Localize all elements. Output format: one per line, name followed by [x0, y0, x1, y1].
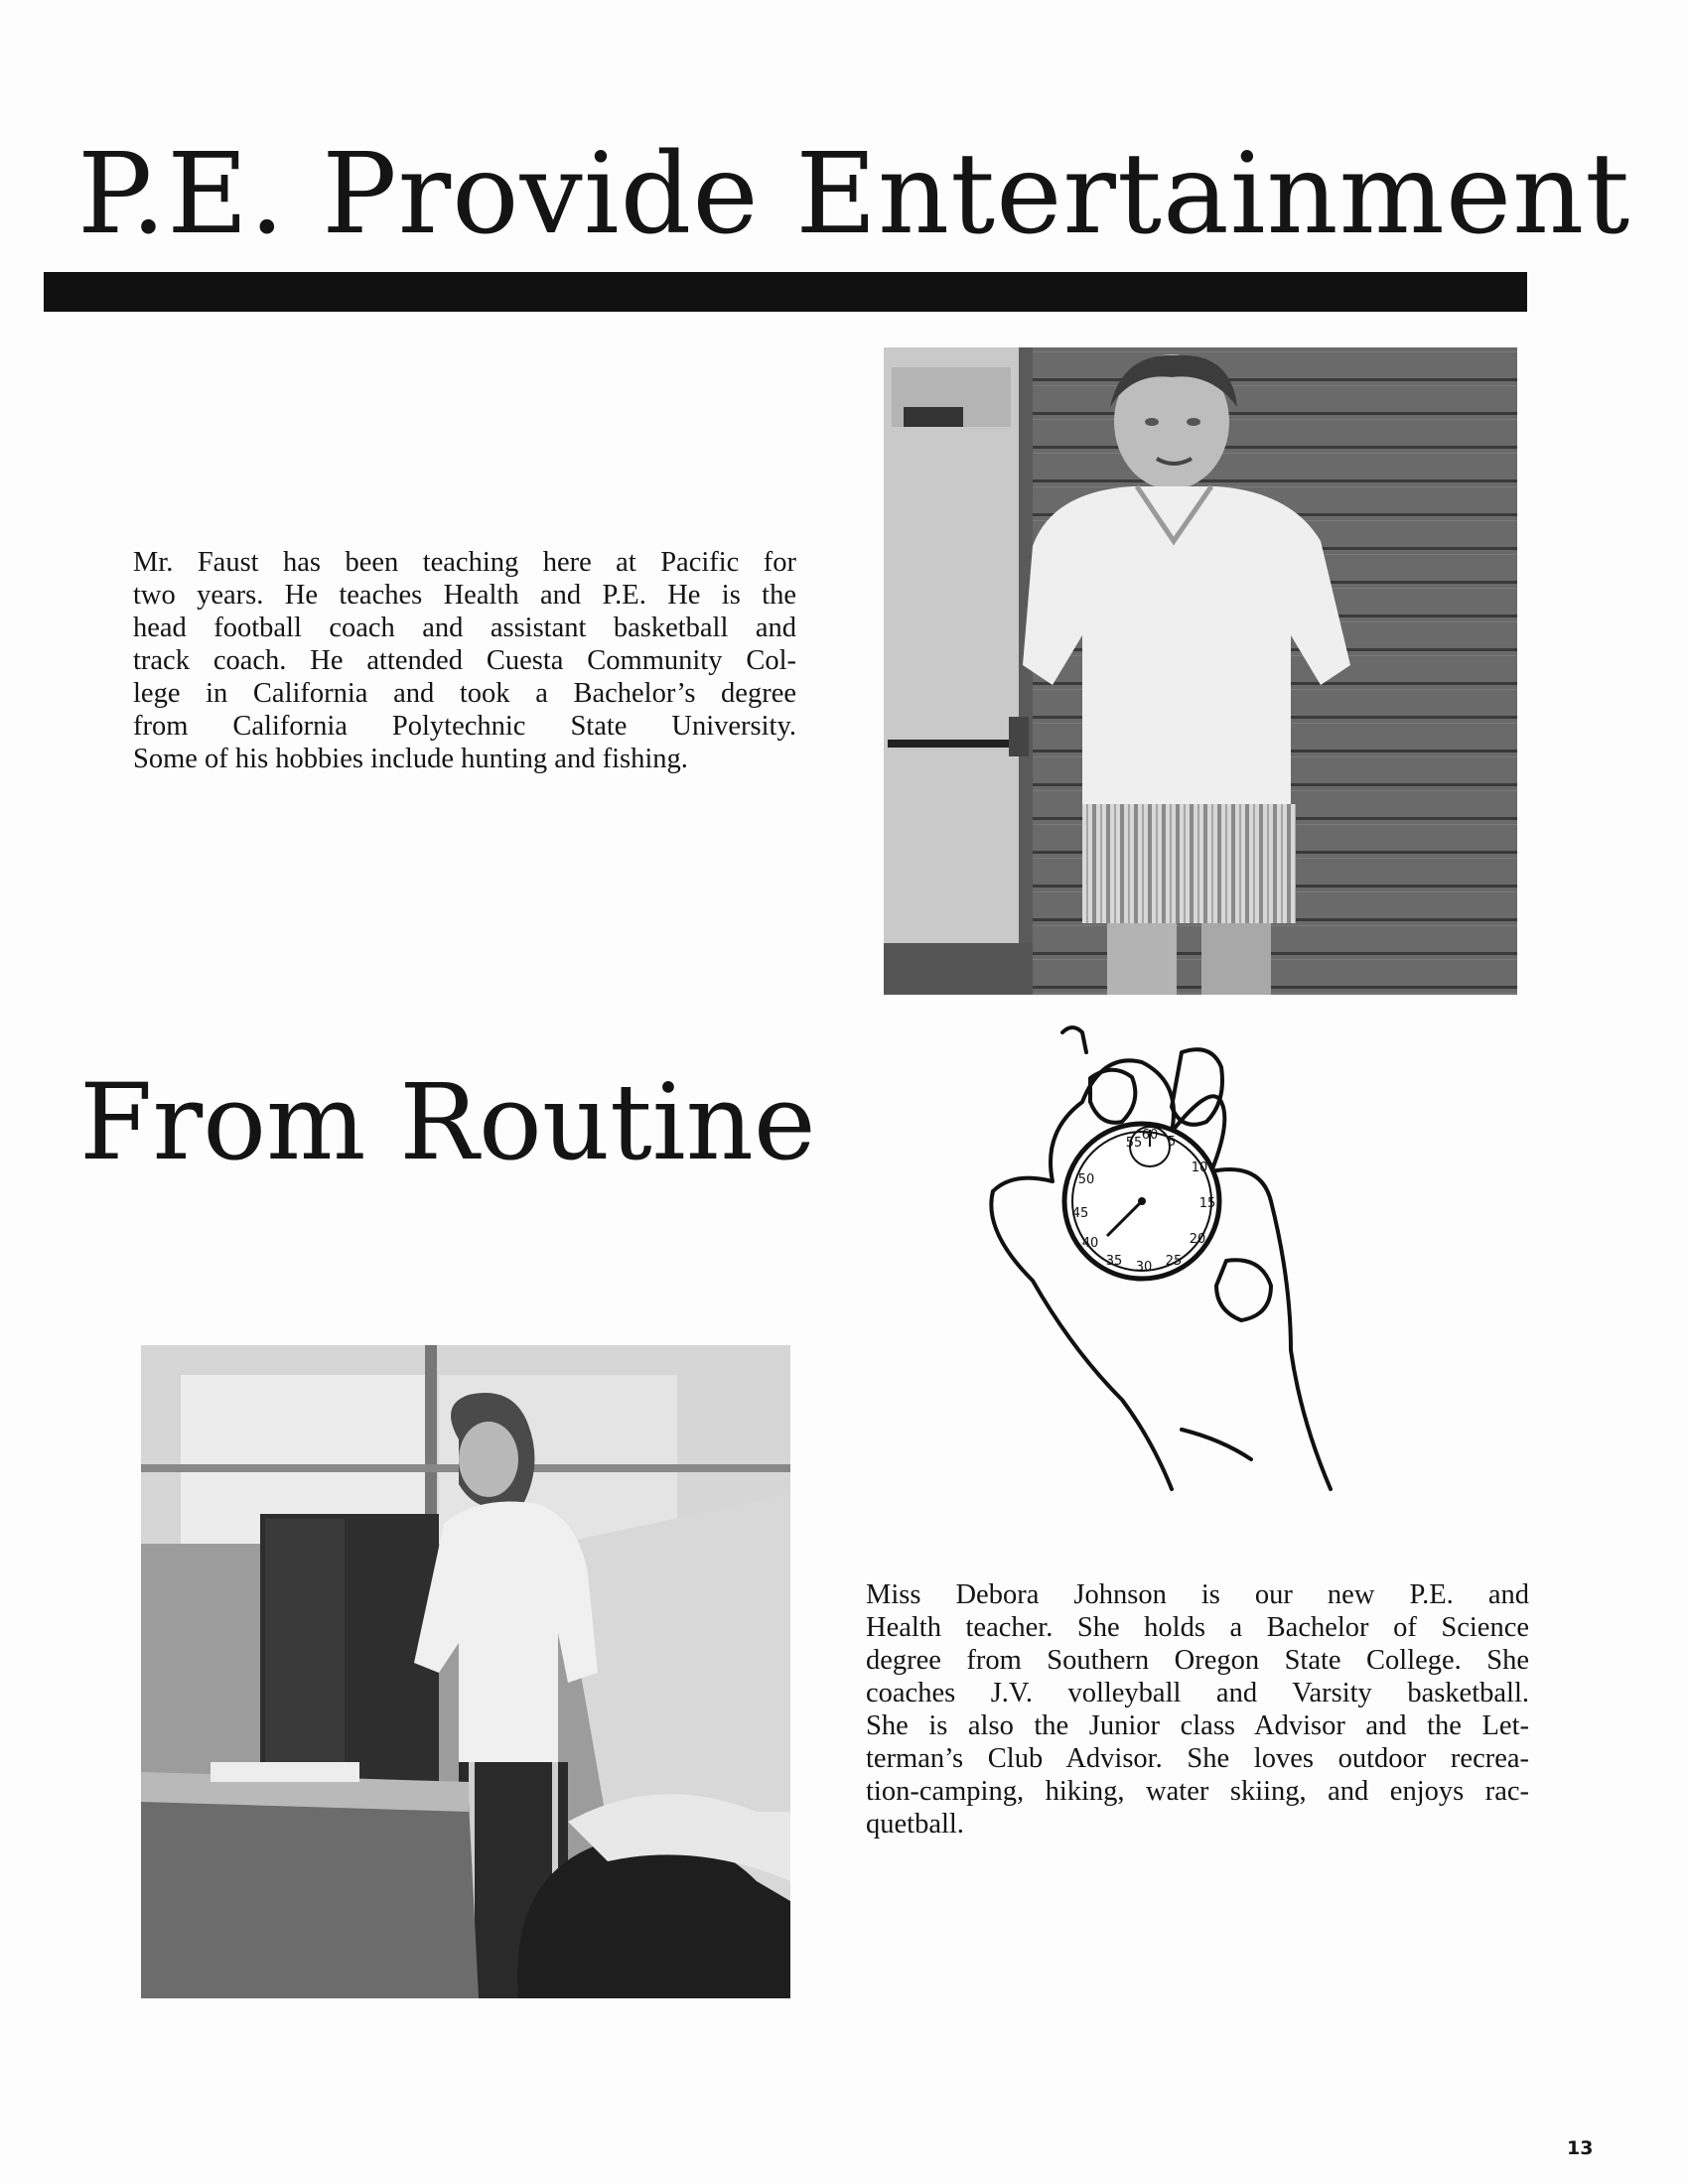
section-subtitle: From Routine: [79, 1061, 816, 1183]
faust-bio-line: lege in California and took a Bachelor’s degree: [133, 678, 796, 709]
dial-number: 5: [1167, 1135, 1177, 1150]
faust-photo-illustration: [884, 347, 1517, 995]
dial-number: 50: [1077, 1172, 1095, 1187]
johnson-bio-line: She is also the Junior class Advisor and the Let-: [866, 1710, 1529, 1741]
johnson-bio-line: terman’s Club Advisor. She loves outdoor recrea-: [866, 1743, 1529, 1774]
dial-number: 20: [1189, 1232, 1206, 1247]
faust-bio-line: track coach. He attended Cuesta Community Col-: [133, 645, 796, 676]
faust-bio-line: head football coach and assistant basketball and: [133, 613, 796, 643]
stopwatch-hand-illustration: [973, 1023, 1360, 1499]
johnson-bio: [866, 1578, 1529, 1841]
faust-bio: [133, 546, 796, 775]
johnson-bio-line: degree from Southern Oregon State College. She: [866, 1645, 1529, 1676]
dial-number: 45: [1071, 1206, 1089, 1221]
page-number: 13: [1567, 2137, 1594, 2159]
dial-number: 60: [1141, 1128, 1159, 1143]
dial-number: 10: [1191, 1160, 1208, 1175]
johnson-photo: [141, 1345, 790, 1998]
dial-number: 55: [1125, 1136, 1143, 1151]
faust-bio-line: two years. He teaches Health and P.E. He is the: [133, 580, 796, 611]
dial-number: 15: [1198, 1196, 1216, 1211]
johnson-photo-illustration: [141, 1345, 790, 1998]
faust-photo: [884, 347, 1517, 995]
title-rule: [44, 272, 1527, 312]
johnson-bio-line: quetball.: [866, 1809, 964, 1840]
page-title: P.E. Provide Entertainment: [77, 130, 1631, 259]
johnson-bio-line: Miss Debora Johnson is our new P.E. and: [866, 1579, 1529, 1610]
faust-bio-line: from California Polytechnic State University.: [133, 711, 796, 742]
stopwatch-icon: [973, 1023, 1360, 1499]
johnson-bio-line: tion-camping, hiking, water skiing, and enjoys rac-: [866, 1776, 1529, 1807]
faust-bio-line: Mr. Faust has been teaching here at Pacific for: [133, 547, 796, 578]
dial-number: 35: [1105, 1254, 1123, 1269]
dial-number: 30: [1135, 1260, 1153, 1275]
johnson-bio-line: coaches J.V. volleyball and Varsity basketball.: [866, 1678, 1529, 1708]
dial-number: 40: [1081, 1236, 1099, 1251]
johnson-bio-line: Health teacher. She holds a Bachelor of Science: [866, 1612, 1529, 1643]
faust-bio-line: Some of his hobbies include hunting and fishing.: [133, 744, 688, 774]
dial-number: 25: [1165, 1254, 1183, 1269]
